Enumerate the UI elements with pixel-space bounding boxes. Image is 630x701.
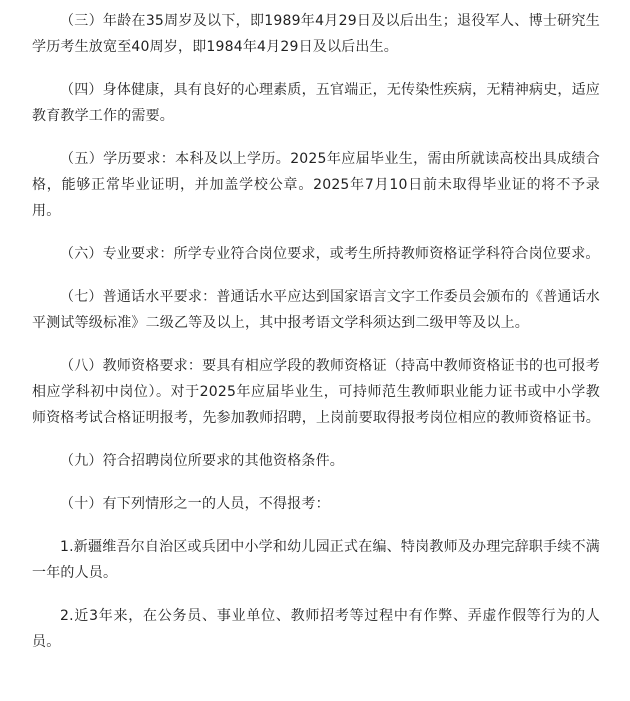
paragraph-exclusion-item-1: 1.新疆维吾尔自治区或兵团中小学和幼儿园正式在编、特岗教师及办理完辞职手续不满一年的人员。 xyxy=(32,539,600,581)
paragraph-teacher-certificate-requirement: （八）教师资格要求：要具有相应学段的教师资格证（持高中教师资格证书的也可报考相应学科初中岗位）。对于2025年应届毕业生，可持师范生教师职业能力证书或中小学教师资格考试合格证明报考，先参加教师招聘，上岗前要取得报考岗位相应的教师资格证书。 xyxy=(32,358,600,426)
paragraph-major-requirement: （六）专业要求：所学专业符合岗位要求，或考生所持教师资格证学科符合岗位要求。 xyxy=(60,246,600,262)
paragraph-exclusions-heading: （十）有下列情形之一的人员，不得报考： xyxy=(60,496,330,512)
paragraph-mandarin-requirement: （七）普通话水平要求：普通话水平应达到国家语言文字工作委员会颁布的《普通话水平测试等级标准》二级乙等及以上，其中报考语文学科须达到二级甲等及以上。 xyxy=(32,289,600,331)
paragraph-health-requirement: （四）身体健康，具有良好的心理素质，五官端正，无传染性疾病，无精神病史，适应教育教学工作的需要。 xyxy=(32,82,600,124)
paragraph-education-requirement: （五）学历要求：本科及以上学历。2025年应届毕业生，需由所就读高校出具成绩合格，能够正常毕业证明，并加盖学校公章。2025年7月10日前未取得毕业证的将不予录用。 xyxy=(32,151,600,219)
paragraph-age-requirement: （三）年龄在35周岁及以下，即1989年4月29日及以后出生；退役军人、博士研究生学历考生放宽至40周岁，即1984年4月29日及以后出生。 xyxy=(32,13,600,55)
paragraph-exclusion-item-2: 2.近3年来，在公务员、事业单位、教师招考等过程中有作弊、弄虚作假等行为的人员。 xyxy=(32,608,600,650)
paragraph-other-conditions: （九）符合招聘岗位所要求的其他资格条件。 xyxy=(60,453,344,469)
